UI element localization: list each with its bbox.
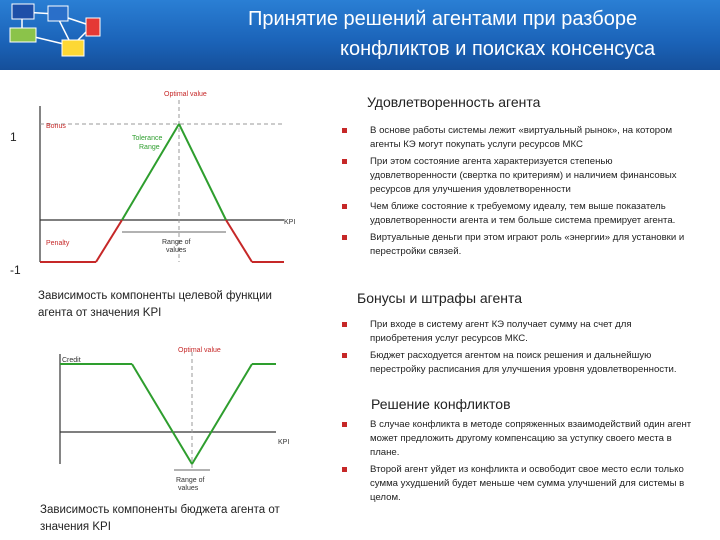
chart1-kpi-label: KPI [284, 219, 296, 226]
chart2-credit-rise [192, 364, 252, 464]
chart2-range-label-2: values [178, 485, 199, 492]
bonuses-list [342, 318, 692, 380]
chart2-kpi-label: KPI [278, 439, 290, 446]
chart2-range-label-1: Range of [176, 477, 205, 484]
chart2-credit-label: Credit [62, 357, 81, 364]
header-bar [0, 0, 720, 70]
list-item: Чем ближе состояние к требуемому идеалу, тем выше показатель удовлетворенности агента и тем больше система премирует агента. [342, 200, 692, 228]
bullet-icon [342, 235, 347, 240]
chart1-penalty-rise [96, 220, 122, 262]
chart1-tolerance-label-1: Tolerance [132, 135, 163, 142]
bullet-icon [342, 204, 347, 209]
chart2-optimal-label: Optimal value [178, 347, 221, 354]
chart1-optimal-label: Optimal value [164, 91, 207, 98]
bullet-icon [342, 128, 347, 133]
bullet-icon [342, 322, 347, 327]
conflicts-list [342, 418, 697, 508]
chart1-y-top-label: 1 [10, 130, 17, 144]
list-item: Виртуальные деньги при этом играют роль «энергии» для установки и перестройки связей. [342, 231, 692, 259]
chart1-bonus-fall [179, 124, 226, 220]
bullet-icon [342, 467, 347, 472]
bullet-icon [342, 422, 347, 427]
chart1-range-label-2: values [166, 247, 187, 254]
chart1-bonus-label: Bonus [46, 123, 66, 130]
bullet-icon [342, 353, 347, 358]
chart1-range-label-1: Range of [162, 239, 191, 246]
chart1-caption: Зависимость компоненты целевой функции агента от значения KPI [38, 290, 272, 319]
chart1-satisfaction-plot [34, 86, 314, 276]
list-item: При входе в систему агент КЭ получает сумму на счет для приобретения услуг ресурсов МКС. [342, 318, 692, 346]
list-item: Второй агент уйдет из конфликта и освободит свое место если только сумма ухудшений будет меньше чем сумма улучшений для системы в целом. [342, 463, 697, 505]
chart1-penalty-fall [226, 220, 252, 262]
network-logo-icon [0, 0, 110, 68]
satisfaction-list [342, 124, 692, 262]
chart1-tolerance-label-2: Range [139, 144, 160, 151]
list-item: В случае конфликта в методе сопряженных взаимодействий один агент может предложить другому компенсацию за уступку своего места в плане. [342, 418, 697, 460]
chart1-penalty-label: Penalty [46, 240, 70, 247]
header-title-line1: Принятие решений агентами при разборе [248, 8, 638, 30]
chart2-budget-plot [54, 344, 304, 496]
bonuses-title: Бонусы и штрафы агента [357, 290, 523, 306]
conflicts-title: Решение конфликтов [371, 396, 511, 412]
list-item: При этом состояние агента характеризуется степенью удовлетворенности (свертка по критериям) и наличием финансовых ресурсов для улучшения удовлетворенности [342, 155, 692, 197]
chart2-credit-fall [132, 364, 192, 464]
chart1-y-bottom-label: -1 [10, 263, 21, 277]
chart2-caption: Зависимость компоненты бюджета агента от значения KPI [40, 504, 280, 533]
list-item: Бюджет расходуется агентом на поиск решения и дальнейшую перестройку расписания для улучшения уровня удовлетворенности. [342, 349, 692, 377]
bullet-icon [342, 159, 347, 164]
header-title-line2: конфликтов и поисках консенсуса [340, 38, 656, 60]
list-item: В основе работы системы лежит «виртуальный рынок», на котором агенты КЭ могут покупать услуги ресурсов МКС [342, 124, 692, 152]
satisfaction-title: Удовлетворенность агента [367, 94, 541, 110]
